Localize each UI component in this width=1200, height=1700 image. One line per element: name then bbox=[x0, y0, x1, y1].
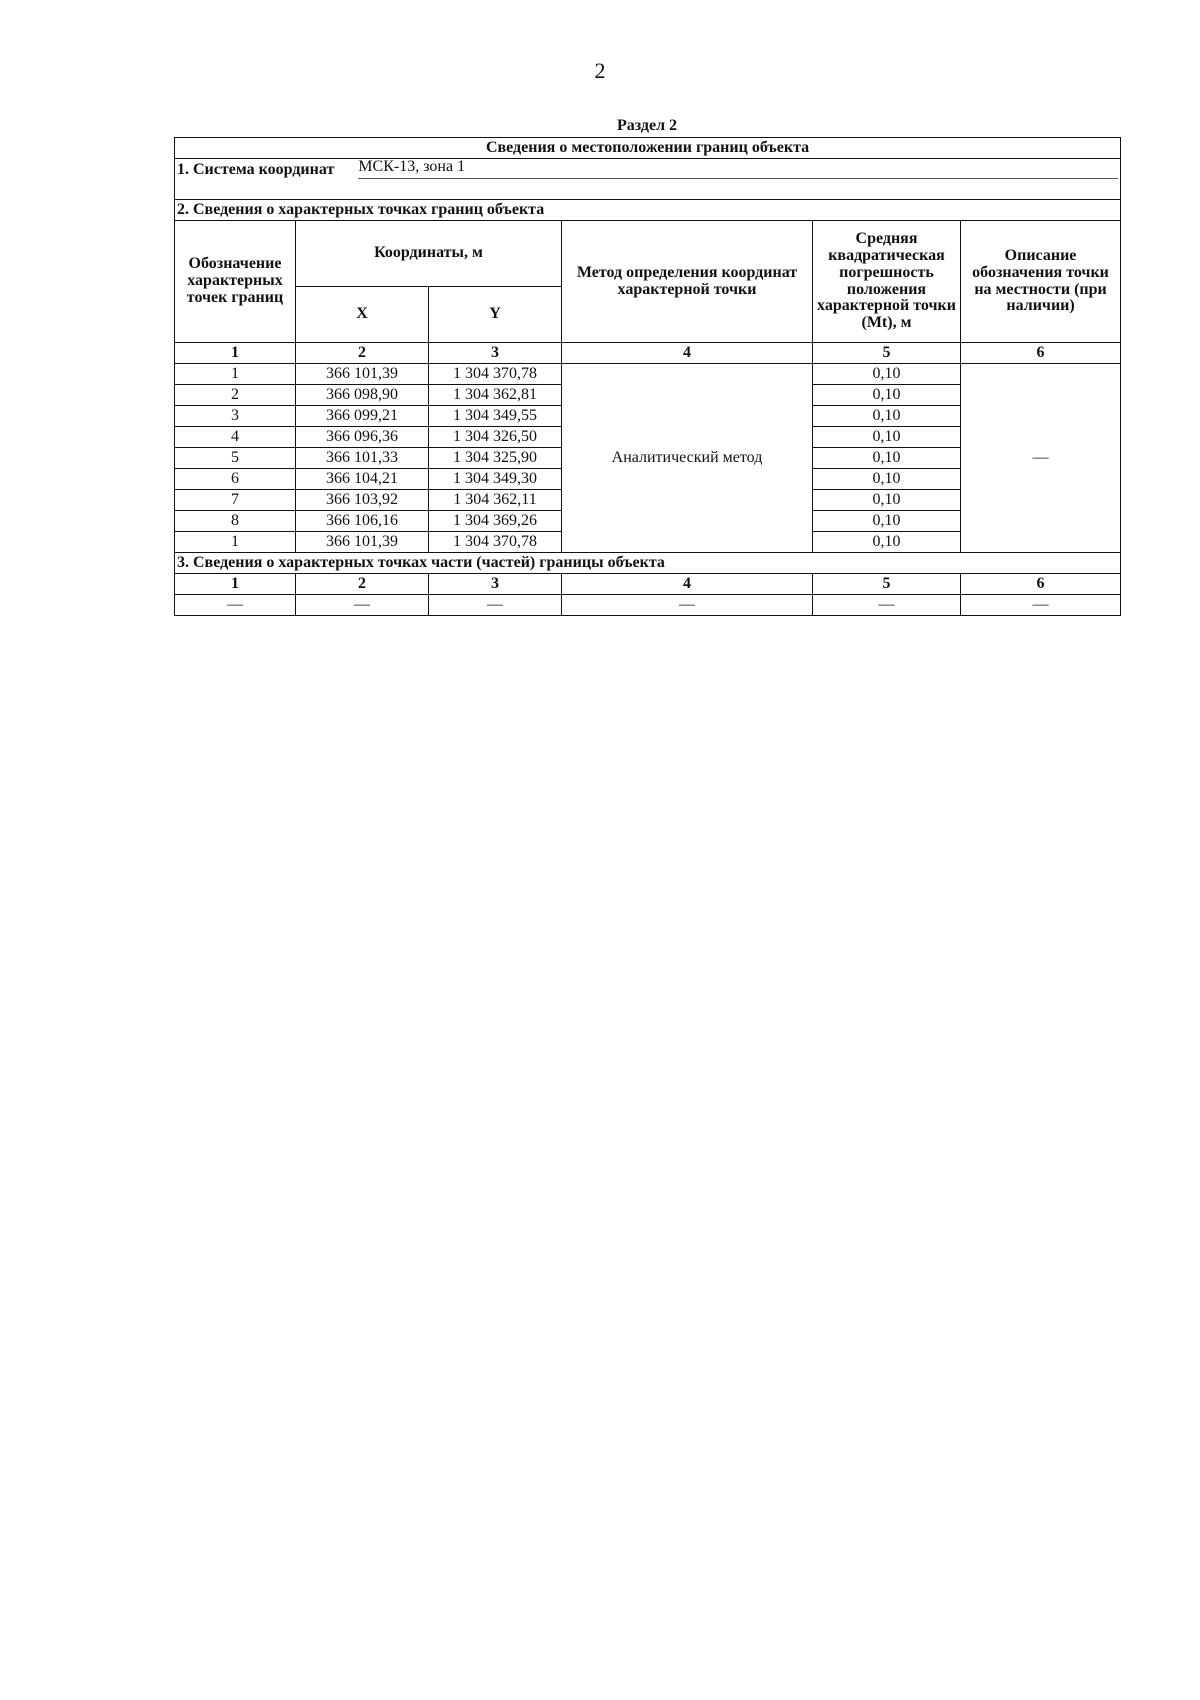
point-number: 2 bbox=[175, 385, 296, 406]
header-description: Описание обозначения точки на местности (при наличии) bbox=[961, 221, 1121, 343]
point-mt: 0,10 bbox=[813, 385, 961, 406]
header-x: X bbox=[296, 287, 429, 343]
column-number: 3 bbox=[429, 574, 562, 595]
point-x: 366 096,36 bbox=[296, 427, 429, 448]
column-number: 1 bbox=[175, 574, 296, 595]
column-number: 6 bbox=[961, 574, 1121, 595]
point-number: 5 bbox=[175, 448, 296, 469]
point-number: 6 bbox=[175, 469, 296, 490]
point-x: 366 101,33 bbox=[296, 448, 429, 469]
point-x: 366 104,21 bbox=[296, 469, 429, 490]
header-y: Y bbox=[429, 287, 562, 343]
point-mt: 0,10 bbox=[813, 490, 961, 511]
header-coordinates: Координаты, м bbox=[296, 221, 562, 287]
column-number: 4 bbox=[562, 343, 813, 364]
column-number: 6 bbox=[961, 343, 1121, 364]
point-x: 366 101,39 bbox=[296, 532, 429, 553]
coordinate-system-value: МСК-13, зона 1 bbox=[358, 159, 1118, 179]
point-x: 366 106,16 bbox=[296, 511, 429, 532]
coordinate-system-row bbox=[175, 159, 1121, 200]
header-designation: Обозначение характерных точек границ bbox=[175, 221, 296, 343]
empty-cell: — bbox=[296, 595, 429, 616]
point-mt: 0,10 bbox=[813, 448, 961, 469]
boundaries-table bbox=[174, 137, 1121, 616]
point-mt: 0,10 bbox=[813, 364, 961, 385]
point-mt: 0,10 bbox=[813, 532, 961, 553]
point-y: 1 304 370,78 bbox=[429, 364, 562, 385]
header-error: Средняя квадратическая погрешность положения характерной точки (Mt), м bbox=[813, 221, 961, 343]
parts-section-title: 3. Сведения о характерных точках части (частей) границы объекта bbox=[175, 553, 1121, 574]
column-number: 3 bbox=[429, 343, 562, 364]
column-number: 5 bbox=[813, 574, 961, 595]
empty-cell: — bbox=[175, 595, 296, 616]
point-y: 1 304 349,30 bbox=[429, 469, 562, 490]
point-x: 366 098,90 bbox=[296, 385, 429, 406]
point-x: 366 101,39 bbox=[296, 364, 429, 385]
empty-cell: — bbox=[813, 595, 961, 616]
column-number: 5 bbox=[813, 343, 961, 364]
point-number: 8 bbox=[175, 511, 296, 532]
method-cell: Аналитический метод bbox=[562, 364, 813, 553]
point-y: 1 304 349,55 bbox=[429, 406, 562, 427]
point-mt: 0,10 bbox=[813, 469, 961, 490]
point-x: 366 099,21 bbox=[296, 406, 429, 427]
point-mt: 0,10 bbox=[813, 511, 961, 532]
table-title: Сведения о местоположении границ объекта bbox=[175, 138, 1121, 159]
column-number: 1 bbox=[175, 343, 296, 364]
point-y: 1 304 362,11 bbox=[429, 490, 562, 511]
point-y: 1 304 325,90 bbox=[429, 448, 562, 469]
section-title: Раздел 2 bbox=[616, 117, 678, 134]
point-number: 1 bbox=[175, 532, 296, 553]
coordinate-system-label: 1. Система координат bbox=[177, 161, 335, 179]
point-y: 1 304 369,26 bbox=[429, 511, 562, 532]
points-section-title: 2. Сведения о характерных точках границ объекта bbox=[175, 200, 1121, 221]
point-y: 1 304 362,81 bbox=[429, 385, 562, 406]
point-y: 1 304 370,78 bbox=[429, 532, 562, 553]
table-row bbox=[175, 364, 1121, 385]
point-number: 7 bbox=[175, 490, 296, 511]
point-mt: 0,10 bbox=[813, 406, 961, 427]
column-number: 4 bbox=[562, 574, 813, 595]
empty-cell: — bbox=[429, 595, 562, 616]
header-method: Метод определения координат характерной точки bbox=[562, 221, 813, 343]
point-number: 3 bbox=[175, 406, 296, 427]
column-number: 2 bbox=[296, 343, 429, 364]
description-cell: — bbox=[961, 364, 1121, 553]
point-number: 1 bbox=[175, 364, 296, 385]
point-x: 366 103,92 bbox=[296, 490, 429, 511]
point-mt: 0,10 bbox=[813, 427, 961, 448]
page-number: 2 bbox=[594, 58, 606, 83]
column-number: 2 bbox=[296, 574, 429, 595]
point-y: 1 304 326,50 bbox=[429, 427, 562, 448]
empty-cell: — bbox=[961, 595, 1121, 616]
point-number: 4 bbox=[175, 427, 296, 448]
empty-cell: — bbox=[562, 595, 813, 616]
